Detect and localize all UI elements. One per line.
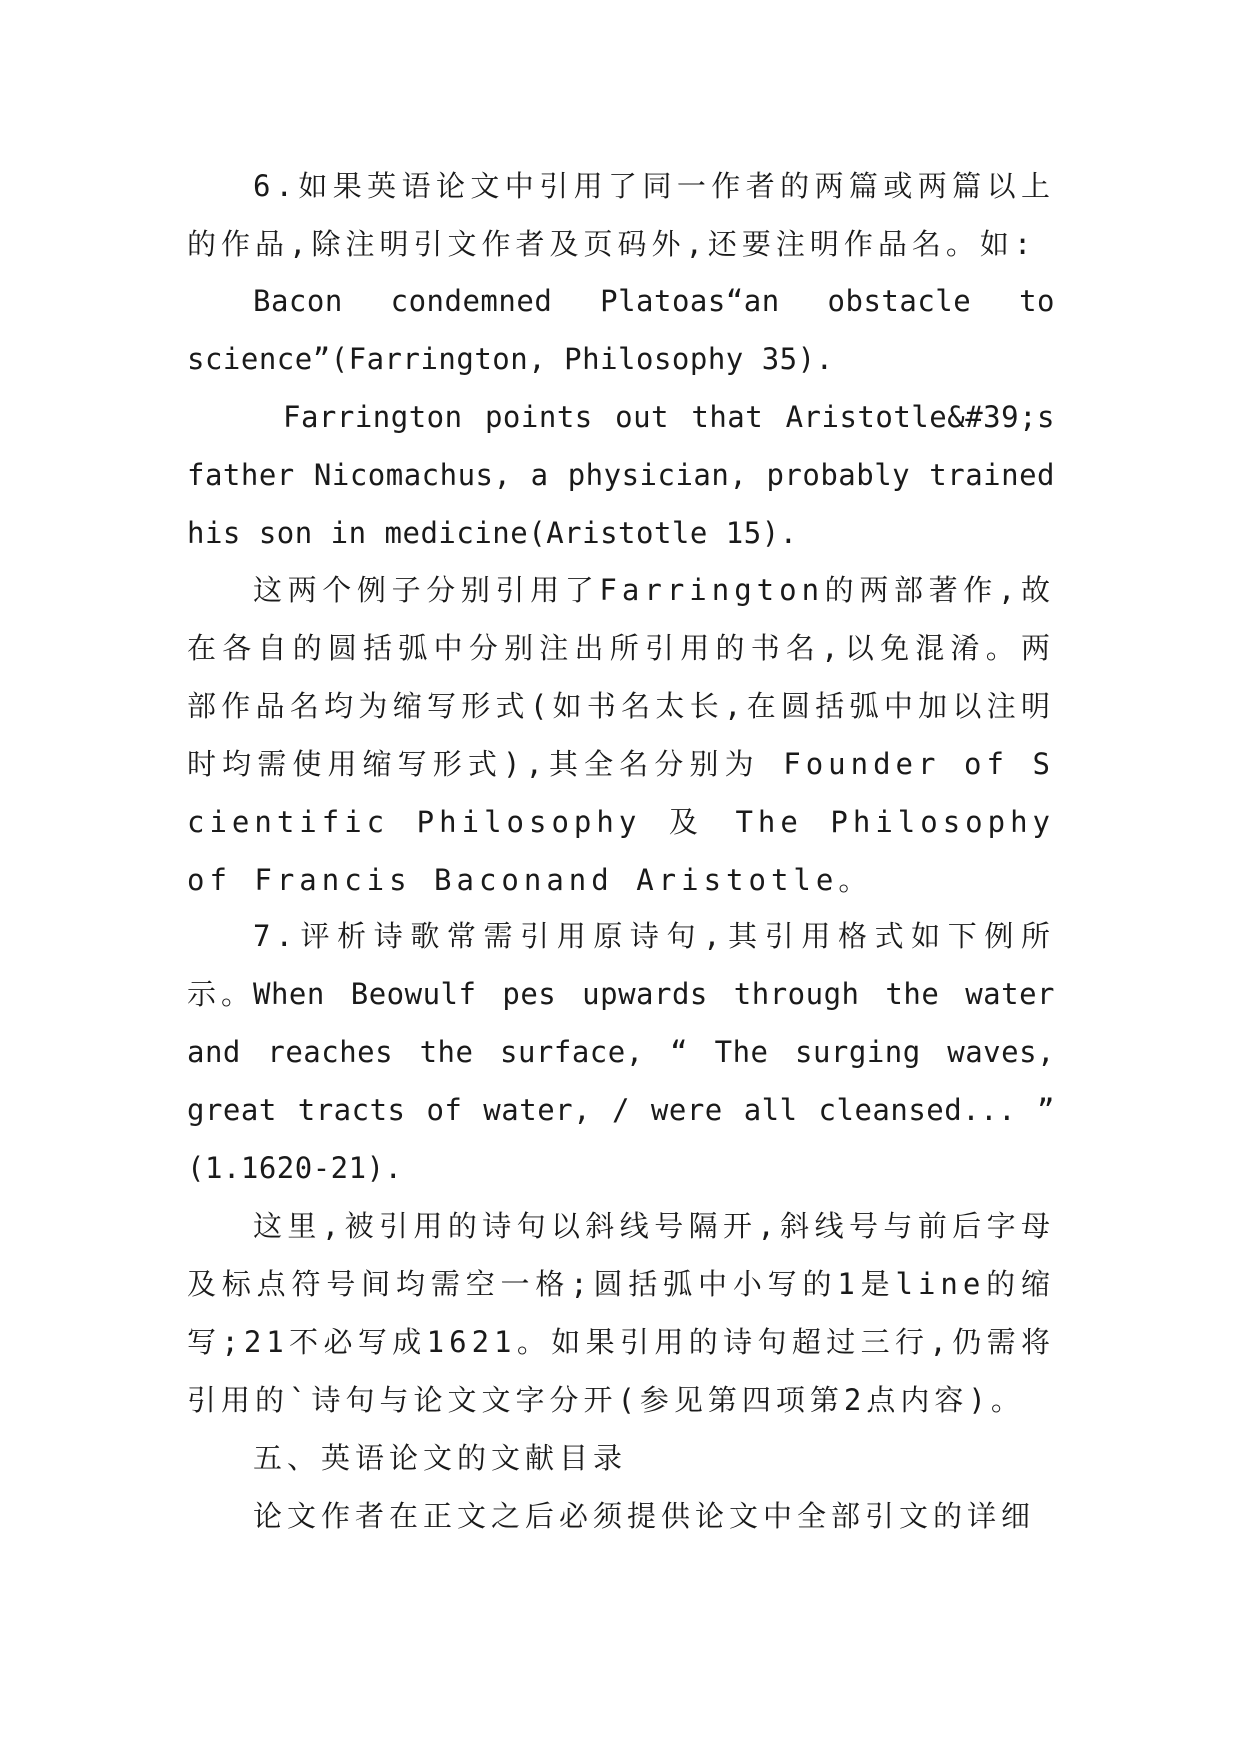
paragraph-rule-7: 7.评析诗歌常需引用原诗句,其引用格式如下例所示。 xyxy=(187,919,1055,1011)
paragraph-bibliography-intro: 论文作者在正文之后必须提供论文中全部引文的详细 xyxy=(253,1499,1036,1533)
paragraph-explanation-examples: 这两个例子分别引用了Farrington的两部著作,故在各自的圆括弧中分别注出所引用的书名,以免混淆。两部作品名均为缩写形式(如书名太长,在圆括弧中加以注明时均需使用缩写形式),其全名分别为 Founder of Scientific Philosophy 及 The Philosophy of Francis Baconand Aristotle。 xyxy=(187,573,1055,897)
paragraph-example-beowulf: When Beowulf pes upwards through the water and reaches the surface, “ The surging waves, great tracts of water, / were all cleansed... ” (1.1620-21). xyxy=(187,977,1055,1185)
paragraph-explanation-verse: 这里,被引用的诗句以斜线号隔开,斜线号与前后字母及标点符号间均需空一格;圆括弧中小写的1是line的缩写;21不必写成1621。如果引用的诗句超过三行,仍需将引用的`诗句与论文文字分开(参见第四项第2点内容)。 xyxy=(187,1209,1055,1417)
section-heading-bibliography: 五、英语论文的文献目录 xyxy=(253,1441,628,1475)
paragraph-example-bacon: Bacon condemned Platoas“an obstacle to science”(Farrington, Philosophy 35). xyxy=(187,284,1055,376)
paragraph-example-farrington: Farrington points out that Aristotle&#39;s father Nicomachus, a physician, probably trained his son in medicine(Aristotle 15). xyxy=(187,400,1055,550)
paragraph-rule-6: 6.如果英语论文中引用了同一作者的两篇或两篇以上的作品,除注明引文作者及页码外,还要注明作品名。如: xyxy=(187,169,1055,261)
